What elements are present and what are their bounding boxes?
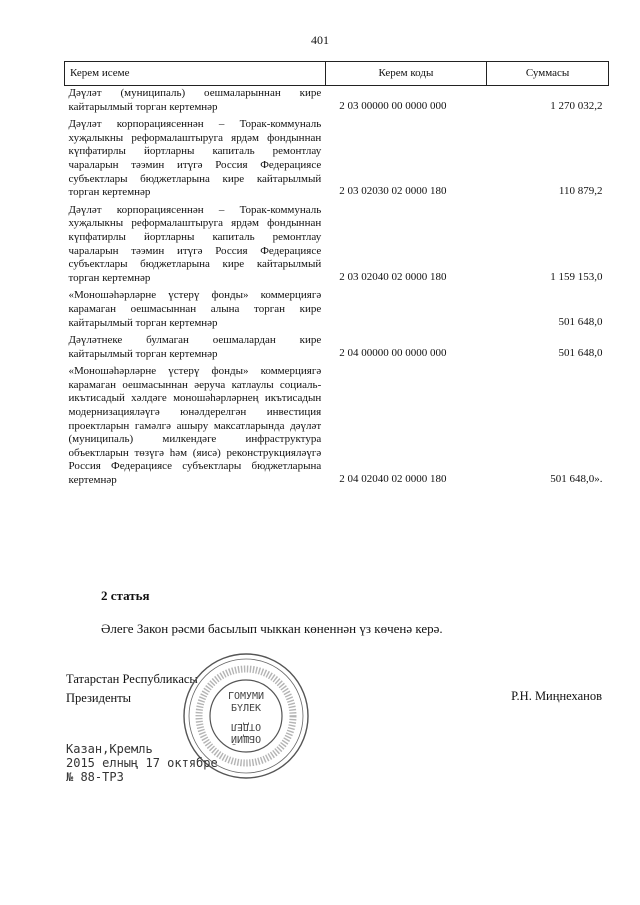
header-name: Керем исеме xyxy=(65,62,326,86)
row-sum: 501 648,0 xyxy=(558,346,603,359)
table-row xyxy=(65,333,609,364)
enactment-text: Әлеге Закон рәсми басылып чыккан көненнән үз көченә керә. xyxy=(101,621,443,636)
table-row xyxy=(65,364,609,490)
row-sum: 1 159 153,0 xyxy=(550,270,603,283)
table-row xyxy=(65,86,609,118)
signing-details xyxy=(66,742,218,784)
signatory-title-line1: Татарстан Республикасы xyxy=(66,672,198,686)
table-row xyxy=(65,117,609,203)
seal-text-line4: ОБЩИЙ xyxy=(230,733,262,744)
signatory-title-line2: Президенты xyxy=(66,691,132,705)
row-sum: 501 648,0». xyxy=(550,473,603,486)
seal-text-line3: ОТДЕЛ xyxy=(230,721,262,732)
signing-place: Казан,Кремль xyxy=(66,742,153,756)
article-heading: 2 статья xyxy=(101,588,150,603)
row-code: 2 03 02030 02 0000 180 xyxy=(339,185,447,198)
row-code: 2 03 02040 02 0000 180 xyxy=(339,270,447,283)
row-code: 2 04 02040 02 0000 180 xyxy=(339,473,447,486)
header-code: Керем коды xyxy=(325,62,486,86)
page-number: 401 xyxy=(311,33,329,47)
income-table xyxy=(64,61,609,491)
table-row xyxy=(65,288,609,333)
row-name: «Моношәһәрләрне үстерү фонды» коммерциягә карамаган оешмасыннан алына торган кире кайтарылмый торган кертемнәр xyxy=(68,289,322,329)
row-name: Дәүләт корпорациясеннән – Торак-коммуналь хуҗалыкны реформалаштыруга ярдәм фондыннан күпфатирлы йортларны капиталь ремонтлау чараларын тәэмин итүгә Россия Федерациясе субъектлары бюджетларына кире кайтарылмый торган кертемнәр xyxy=(68,203,322,284)
row-name: Дәүләт (муниципаль) оешмаларыннан кире кайтарылмый торган кертемнәр xyxy=(68,87,322,113)
row-sum: 501 648,0 xyxy=(558,315,603,328)
row-name: «Моношәһәрләрне үстерү фонды» коммерциягә карамаган оешмасыннан әеруча катлаулы социаль-икътисадый хәлдәге моношәһәрләрнең икътисадын модернизацияләүгә юнәлдерелгән инвестиция проектларын гамәлгә ашыру максатларында дәүләт (муниципаль) милкендәге инфраструктура объектларын төзүгә һәм (яисә) реконструкцияләүгә Россия Федерациясе субъектлары бюджетларына кертемнәр xyxy=(68,365,322,487)
signatory-name: Р.Н. Миңнеханов xyxy=(511,689,602,703)
row-sum: 1 270 032,2 xyxy=(550,99,603,112)
row-sum: 110 879,2 xyxy=(558,185,603,198)
row-name: Дәүләтнеке булмаган оешмалардан кире кайтарылмый торган кертемнәр xyxy=(68,334,322,360)
seal-text-line1: ГОМУМИ xyxy=(227,691,265,702)
row-code: 2 04 00000 00 0000 000 xyxy=(339,346,447,359)
table-row xyxy=(65,203,609,289)
header-sum: Суммасы xyxy=(487,62,609,86)
table-header-row xyxy=(65,62,609,86)
seal-text-line2: БҮЛЕК xyxy=(230,703,262,714)
signing-date: 2015 елның 17 октябре xyxy=(66,756,218,770)
signatory-title xyxy=(66,670,198,708)
row-code: 2 03 00000 00 0000 000 xyxy=(339,99,447,112)
row-name: Дәүләт корпорациясеннән – Торак-коммуналь хуҗалыкны реформалаштыруга ярдәм фондыннан күпфатирлы йортларны капиталь ремонтлау чараларын тәэмин итүгә Россия Федерациясе субъектлары бюджетларына кире кайтарылмый торган кертемнәр xyxy=(68,118,322,199)
law-number: № 88-ТРЗ xyxy=(66,770,124,784)
row-code xyxy=(325,288,486,333)
